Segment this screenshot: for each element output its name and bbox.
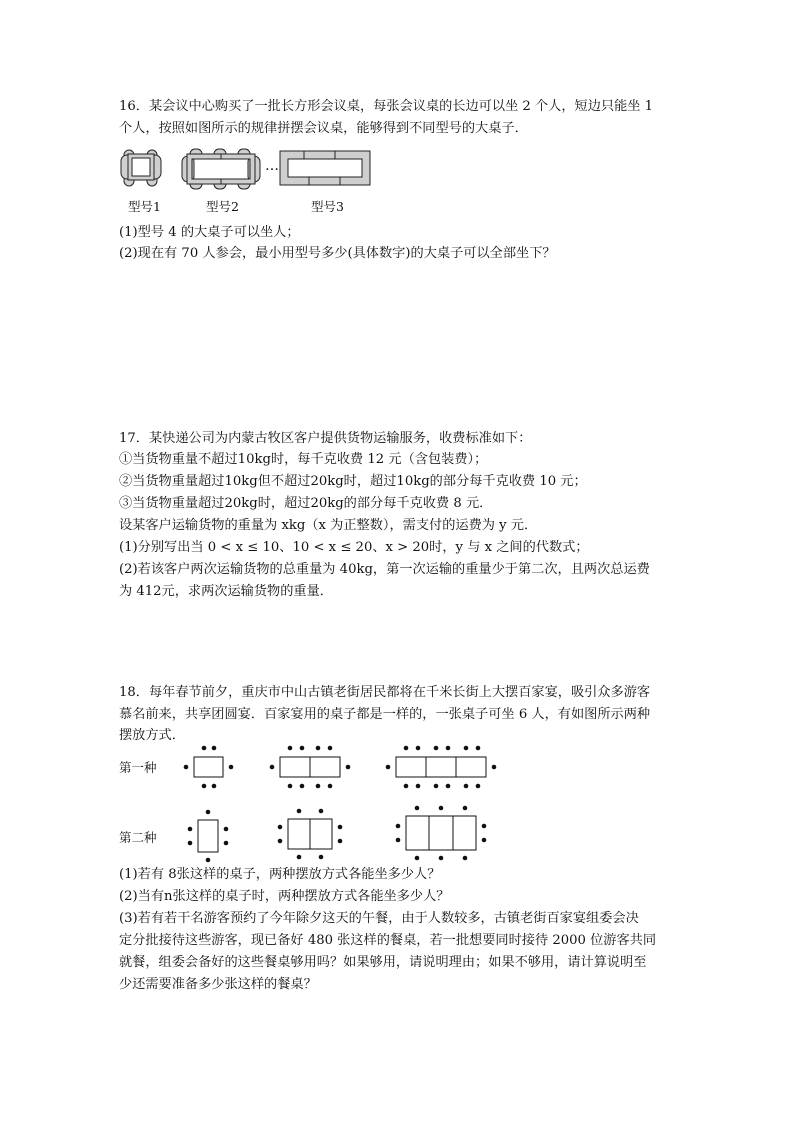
- q18-part3-line2: 定分批接待这些游客，现已备好 480 张这样的餐桌，若一批想要同时接待 2000 位游客共同: [119, 933, 657, 948]
- q17-part1: (1)分别写出当 0 < x ≤ 10、10 < x ≤ 20、x > 20时，y 与 x 之间的代数式；: [119, 540, 589, 555]
- q17-setup: 设某客户运输货物的重量为 xkg（x 为正整数），需支付的运费为 y 元．: [119, 518, 538, 533]
- q17-rule2: ②当货物重量超过10kg但不超过20kg时，超过10kg的部分每千克收费 10 元；: [119, 474, 587, 489]
- q18-part3-line4: 少还需要准备多少张这样的餐桌？: [119, 977, 317, 992]
- q18-row1-label: 第一种: [119, 760, 157, 775]
- q16-stem-line2: 个人，按照如图所示的规律拼摆会议桌，能够得到不同型号的大桌子．: [119, 121, 528, 136]
- q18-figure: [180, 740, 520, 865]
- q17-rule3: ③当货物重量超过20kg时，超过20kg的部分每千克收费 8 元．: [119, 496, 493, 511]
- q17-rule1: ①当货物重量不超过10kg时，每千克收费 12 元（含包装费）；: [119, 452, 488, 467]
- q18-stem-line2: 慕名前来，共享团圆宴．百家宴用的桌子都是一样的，一张桌子可坐 6 人，有如图所示两种: [119, 707, 651, 722]
- q16-part1: (1)型号 4 的大桌子可以坐人；: [119, 225, 300, 240]
- q18-part3-line1: (3)若有若干名游客预约了今年除夕这天的午餐，由于人数较多，古镇老街百家宴组委会决: [119, 911, 639, 926]
- q18-part1: (1)若有 8张这样的桌子，两种摆放方式各能坐多少人？: [119, 867, 441, 882]
- q16-part2: (2)现在有 70 人参会，最小用型号多少(具体数字)的大桌子可以全部坐下？: [119, 246, 556, 261]
- q16-label-type3: 型号3: [311, 199, 344, 214]
- q18-part2: (2)当有n张这样的桌子时，两种摆放方式各能坐多少人？: [119, 889, 450, 904]
- q18-stem-line3: 摆放方式．: [119, 728, 185, 743]
- q17-part2-line2: 为 412元，求两次运输货物的重量．: [119, 584, 333, 599]
- q18-part3-line3: 就餐，组委会备好的这些餐桌够用吗？如果够用，请说明理由；如果不够用，请计算说明至: [119, 955, 647, 970]
- q18-row2-label: 第二种: [119, 830, 157, 845]
- q16-label-type2: 型号2: [206, 199, 239, 214]
- q18-stem-line1: 18．每年春节前夕，重庆市中山古镇老街居民都将在千米长街上大摆百家宴，吸引众多游客: [119, 685, 651, 700]
- q17-stem: 17．某快递公司为内蒙古牧区客户提供货物运输服务，收费标准如下：: [119, 431, 532, 446]
- q16-stem-line1: 16．某会议中心购买了一批长方形会议桌，每张会议桌的长边可以坐 2 个人，短边只能坐 1: [119, 99, 654, 114]
- q17-part2-line1: (2)若该客户两次运输货物的总重量为 40kg，第一次运输的重量少于第二次，且两次总运费: [119, 562, 650, 577]
- q16-label-type1: 型号1: [128, 199, 161, 214]
- q16-ellipsis: …: [265, 158, 279, 174]
